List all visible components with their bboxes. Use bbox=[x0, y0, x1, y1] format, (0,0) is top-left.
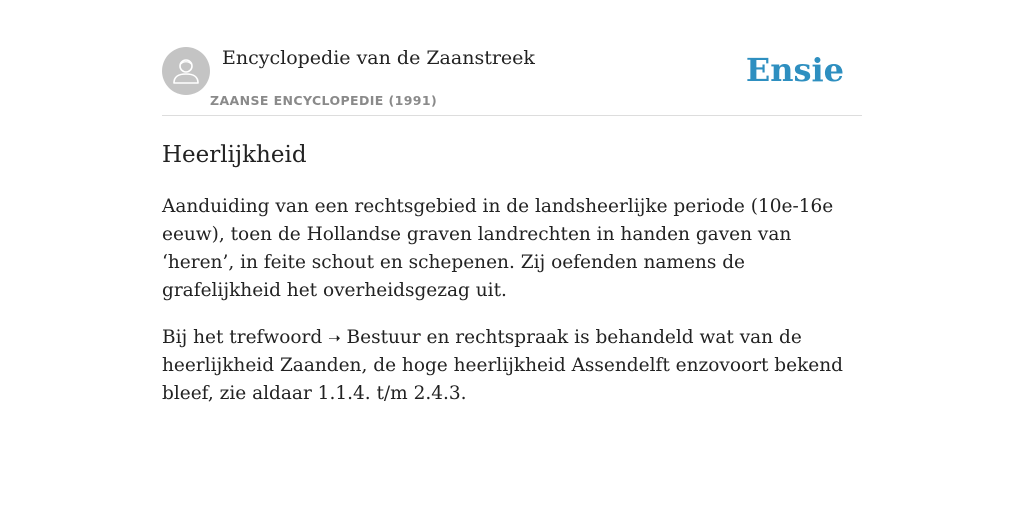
crossref-link-bestuur-en-rechtspraak[interactable]: Bestuur en rechtspraak bbox=[346, 327, 569, 348]
arrow-right-icon: ➝ bbox=[328, 329, 341, 347]
entry-title: Heerlijkheid bbox=[162, 142, 307, 168]
source-title[interactable]: Encyclopedie van de Zaanstreek bbox=[222, 47, 535, 69]
entry-paragraph: Aanduiding van een rechtsgebied in de landsheerlijke periode (10e-16e eeuw), toen de Hollandse graven landrechten in handen gaven van ‘heren’, in feite schout en schepenen. Zij oefenden namens de grafelijkheid het overheidsgezag uit. bbox=[162, 196, 834, 301]
entry-card bbox=[162, 46, 862, 408]
paragraph-text: is behandeld wat van de heerlijkheid Zaanden, de hoge heerlijkheid Assendelft enzovoort bekend bleef, zie aldaar 1.1.4. t/m 2.4.3. bbox=[162, 327, 843, 404]
source-subtitle: ZAANSE ENCYCLOPEDIE (1991) bbox=[210, 93, 438, 108]
user-icon bbox=[162, 47, 210, 95]
entry-paragraph bbox=[162, 324, 862, 408]
source-header bbox=[162, 46, 862, 116]
paragraph-text: Bij het trefwoord bbox=[162, 327, 329, 348]
ensie-logo-link[interactable]: Ensie bbox=[745, 51, 844, 89]
